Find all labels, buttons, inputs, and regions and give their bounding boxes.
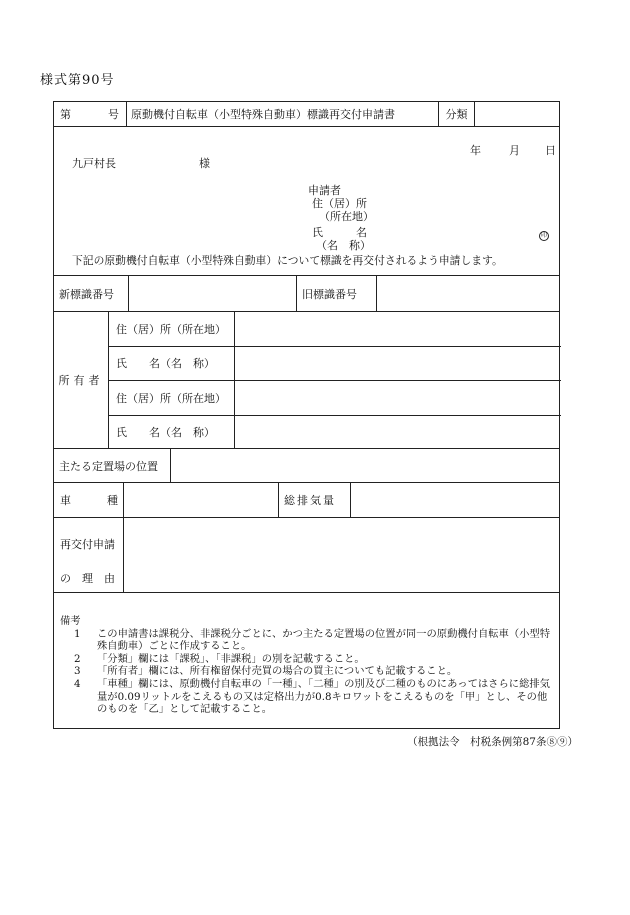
remarks-section: [60, 615, 555, 716]
storage-location-label: 主たる定置場の位置: [54, 449, 171, 482]
honorific: 様: [199, 157, 210, 170]
form-title: 原動機付自転車（小型特殊自動車）標識再交付申請書: [131, 108, 395, 121]
reissue-reason-label-first: 再交付申請: [60, 538, 115, 551]
vehicle-type-row: [54, 483, 559, 518]
owner-block: [54, 312, 559, 449]
remark-number: 3: [74, 665, 81, 678]
new-plate-label: 新標識番号: [54, 276, 129, 311]
owner-label: 所有者: [54, 312, 109, 448]
co-owner-address-row: [109, 380, 561, 416]
name-label-first: 氏: [312, 226, 323, 239]
storage-location-input[interactable]: [171, 449, 559, 482]
reissue-reason-label-second: の 理 由: [60, 572, 115, 585]
co-owner-name-input[interactable]: [235, 415, 561, 448]
reissue-reason-row: [54, 518, 559, 593]
reissue-reason-label: [54, 518, 124, 592]
old-plate-input[interactable]: [377, 276, 561, 311]
classification-input[interactable]: [475, 102, 561, 126]
day-label: 日: [545, 144, 556, 157]
remark-item: [60, 628, 555, 653]
owner-address-input[interactable]: [235, 312, 561, 346]
remark-number: 1: [74, 627, 81, 640]
remark-text: この申請書は課税分、非課税分ごとに、かつ主たる定置場の位置が同一の原動機付自転車（小型特殊自動車）ごとに作成すること。: [97, 627, 551, 653]
applicant-label: 申請者: [308, 184, 341, 197]
owner-name-input[interactable]: [235, 346, 561, 380]
form-number: 様式第90号: [40, 73, 115, 88]
remark-number: 4: [74, 677, 81, 690]
owner-address-label: 住（居）所（所在地）: [109, 312, 235, 346]
remarks-heading: 備考: [60, 615, 81, 627]
org-name-label: （名 称）: [316, 239, 371, 252]
month-label: 月: [509, 144, 520, 157]
owner-address-row: [109, 312, 561, 347]
remark-item: [60, 665, 555, 678]
displacement-input[interactable]: [351, 483, 559, 517]
addressee: 九戸村長: [72, 157, 116, 170]
application-form: [53, 101, 560, 729]
reissue-reason-input[interactable]: [124, 518, 559, 592]
number-cell: [54, 102, 127, 126]
co-owner-address-label: 住（居）所（所在地）: [109, 380, 235, 415]
seal-mark-icon: 印: [540, 232, 547, 239]
remark-text: 「車種」欄には、原動機付自転車の「一種」、「二種」の別及び二種のものにあってはさらに総排気量が0.09リットルをこえるもの又は定格出力が0.8キロワットをこえるものを「甲」とし、その他のものを「乙」として記載すること。: [97, 677, 550, 716]
number-prefix: 第: [60, 108, 71, 121]
number-suffix: 号: [108, 108, 119, 121]
location-label: （所在地）: [319, 210, 374, 223]
remark-text: 「分類」欄には「課税」、「非課税」の別を記載すること。: [97, 652, 365, 665]
classification-label: 分類: [439, 102, 475, 126]
new-plate-input[interactable]: [129, 276, 297, 311]
owner-name-row: [109, 346, 561, 381]
vehicle-type-input[interactable]: [124, 483, 279, 517]
remark-item: [60, 653, 555, 666]
form-title-cell: [127, 102, 439, 126]
year-label: 年: [470, 144, 481, 157]
old-plate-label: 旧標識番号: [297, 276, 377, 311]
name-label-second: 名: [356, 226, 367, 239]
vehicle-type-label: [54, 483, 124, 517]
remark-item: [60, 678, 555, 716]
header-row: [54, 102, 559, 127]
co-owner-address-input[interactable]: [235, 380, 561, 415]
co-owner-name-row: [109, 415, 561, 448]
address-label: 住（居）所: [312, 197, 367, 210]
remark-text: 「所有者」欄には、所有権留保付売買の場合の買主についても記載すること。: [97, 665, 458, 678]
co-owner-name-label: 氏 名（名 称）: [109, 415, 235, 448]
storage-location-row: [54, 449, 559, 483]
plate-number-row: [54, 276, 559, 312]
request-statement: 下記の原動機付自転車（小型特殊自動車）について標識を再交付されるよう申請します。: [72, 254, 503, 267]
vehicle-type-label-first: 車: [60, 494, 71, 507]
vehicle-type-label-second: 種: [107, 494, 118, 507]
owner-name-label: 氏 名（名 称）: [109, 346, 235, 380]
displacement-label: 総排気量: [279, 483, 351, 517]
remark-number: 2: [74, 652, 81, 665]
legal-basis: （根拠法令 村税条例第87条⑧⑨）: [407, 736, 578, 748]
application-block: [54, 127, 559, 276]
